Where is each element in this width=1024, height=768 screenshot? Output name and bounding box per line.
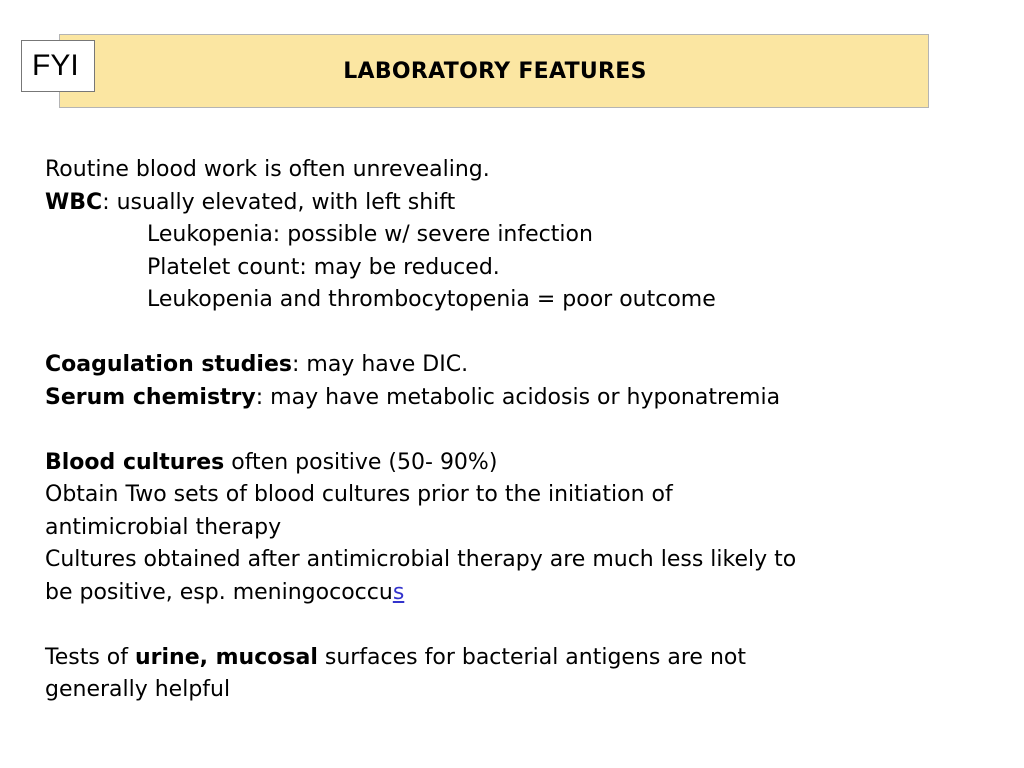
cultures-label: Blood cultures [45,449,225,475]
tests-text: surfaces for bacterial antigens are not [317,644,746,670]
fyi-badge: FYI [21,40,95,92]
cultures-text: often positive (50- 90%) [224,449,498,475]
wbc-sub-text: Leukopenia: possible w/ severe infection [147,222,593,247]
obtain-text: antimicrobial therapy [45,514,282,540]
routine-text: Routine blood work is often unrevealing. [45,157,490,182]
obtain-line-1 [45,479,995,512]
title-band [59,34,929,108]
tests-line-1 [45,642,995,675]
wbc-sub-text: Leukopenia and thrombocytopenia = poor outcome [147,287,716,312]
spacer [45,317,995,350]
wbc-sub-outcome [45,284,995,317]
spacer [45,414,995,447]
wbc-text: : usually elevated, with left shift [102,189,456,215]
slide-title: LABORATORY FEATURES [343,59,647,84]
slide-body [45,154,995,707]
wbc-sub-leukopenia [45,219,995,252]
after-line-2 [45,577,995,610]
wbc-label: WBC [45,189,103,215]
after-text: Cultures obtained after antimicrobial therapy are much less likely to [45,547,797,572]
wbc-sub-text: Platelet count: may be reduced. [147,254,500,280]
coag-text: : may have DIC. [291,352,469,377]
serum-line [45,382,995,415]
coag-label: Coagulation studies [45,352,292,377]
coag-line [45,349,995,382]
after-text: be positive, esp. meningococcu [45,579,393,605]
tests-text: generally helpful [45,677,231,702]
routine-line [45,154,995,187]
wbc-sub-platelet [45,252,995,285]
tests-label: urine, mucosal [134,644,318,670]
cultures-line [45,447,995,480]
spacer [45,609,995,642]
after-line-1 [45,544,995,577]
serum-text: : may have metabolic acidosis or hyponatremia [255,384,781,410]
wbc-line [45,187,995,220]
tests-prefix: Tests of [45,644,135,670]
obtain-text: Obtain Two sets of blood cultures prior to the initiation of [45,482,673,507]
meningococcus-link[interactable]: s [392,579,405,605]
tests-line-2 [45,674,995,707]
serum-label: Serum chemistry [45,384,256,410]
obtain-line-2 [45,512,995,545]
